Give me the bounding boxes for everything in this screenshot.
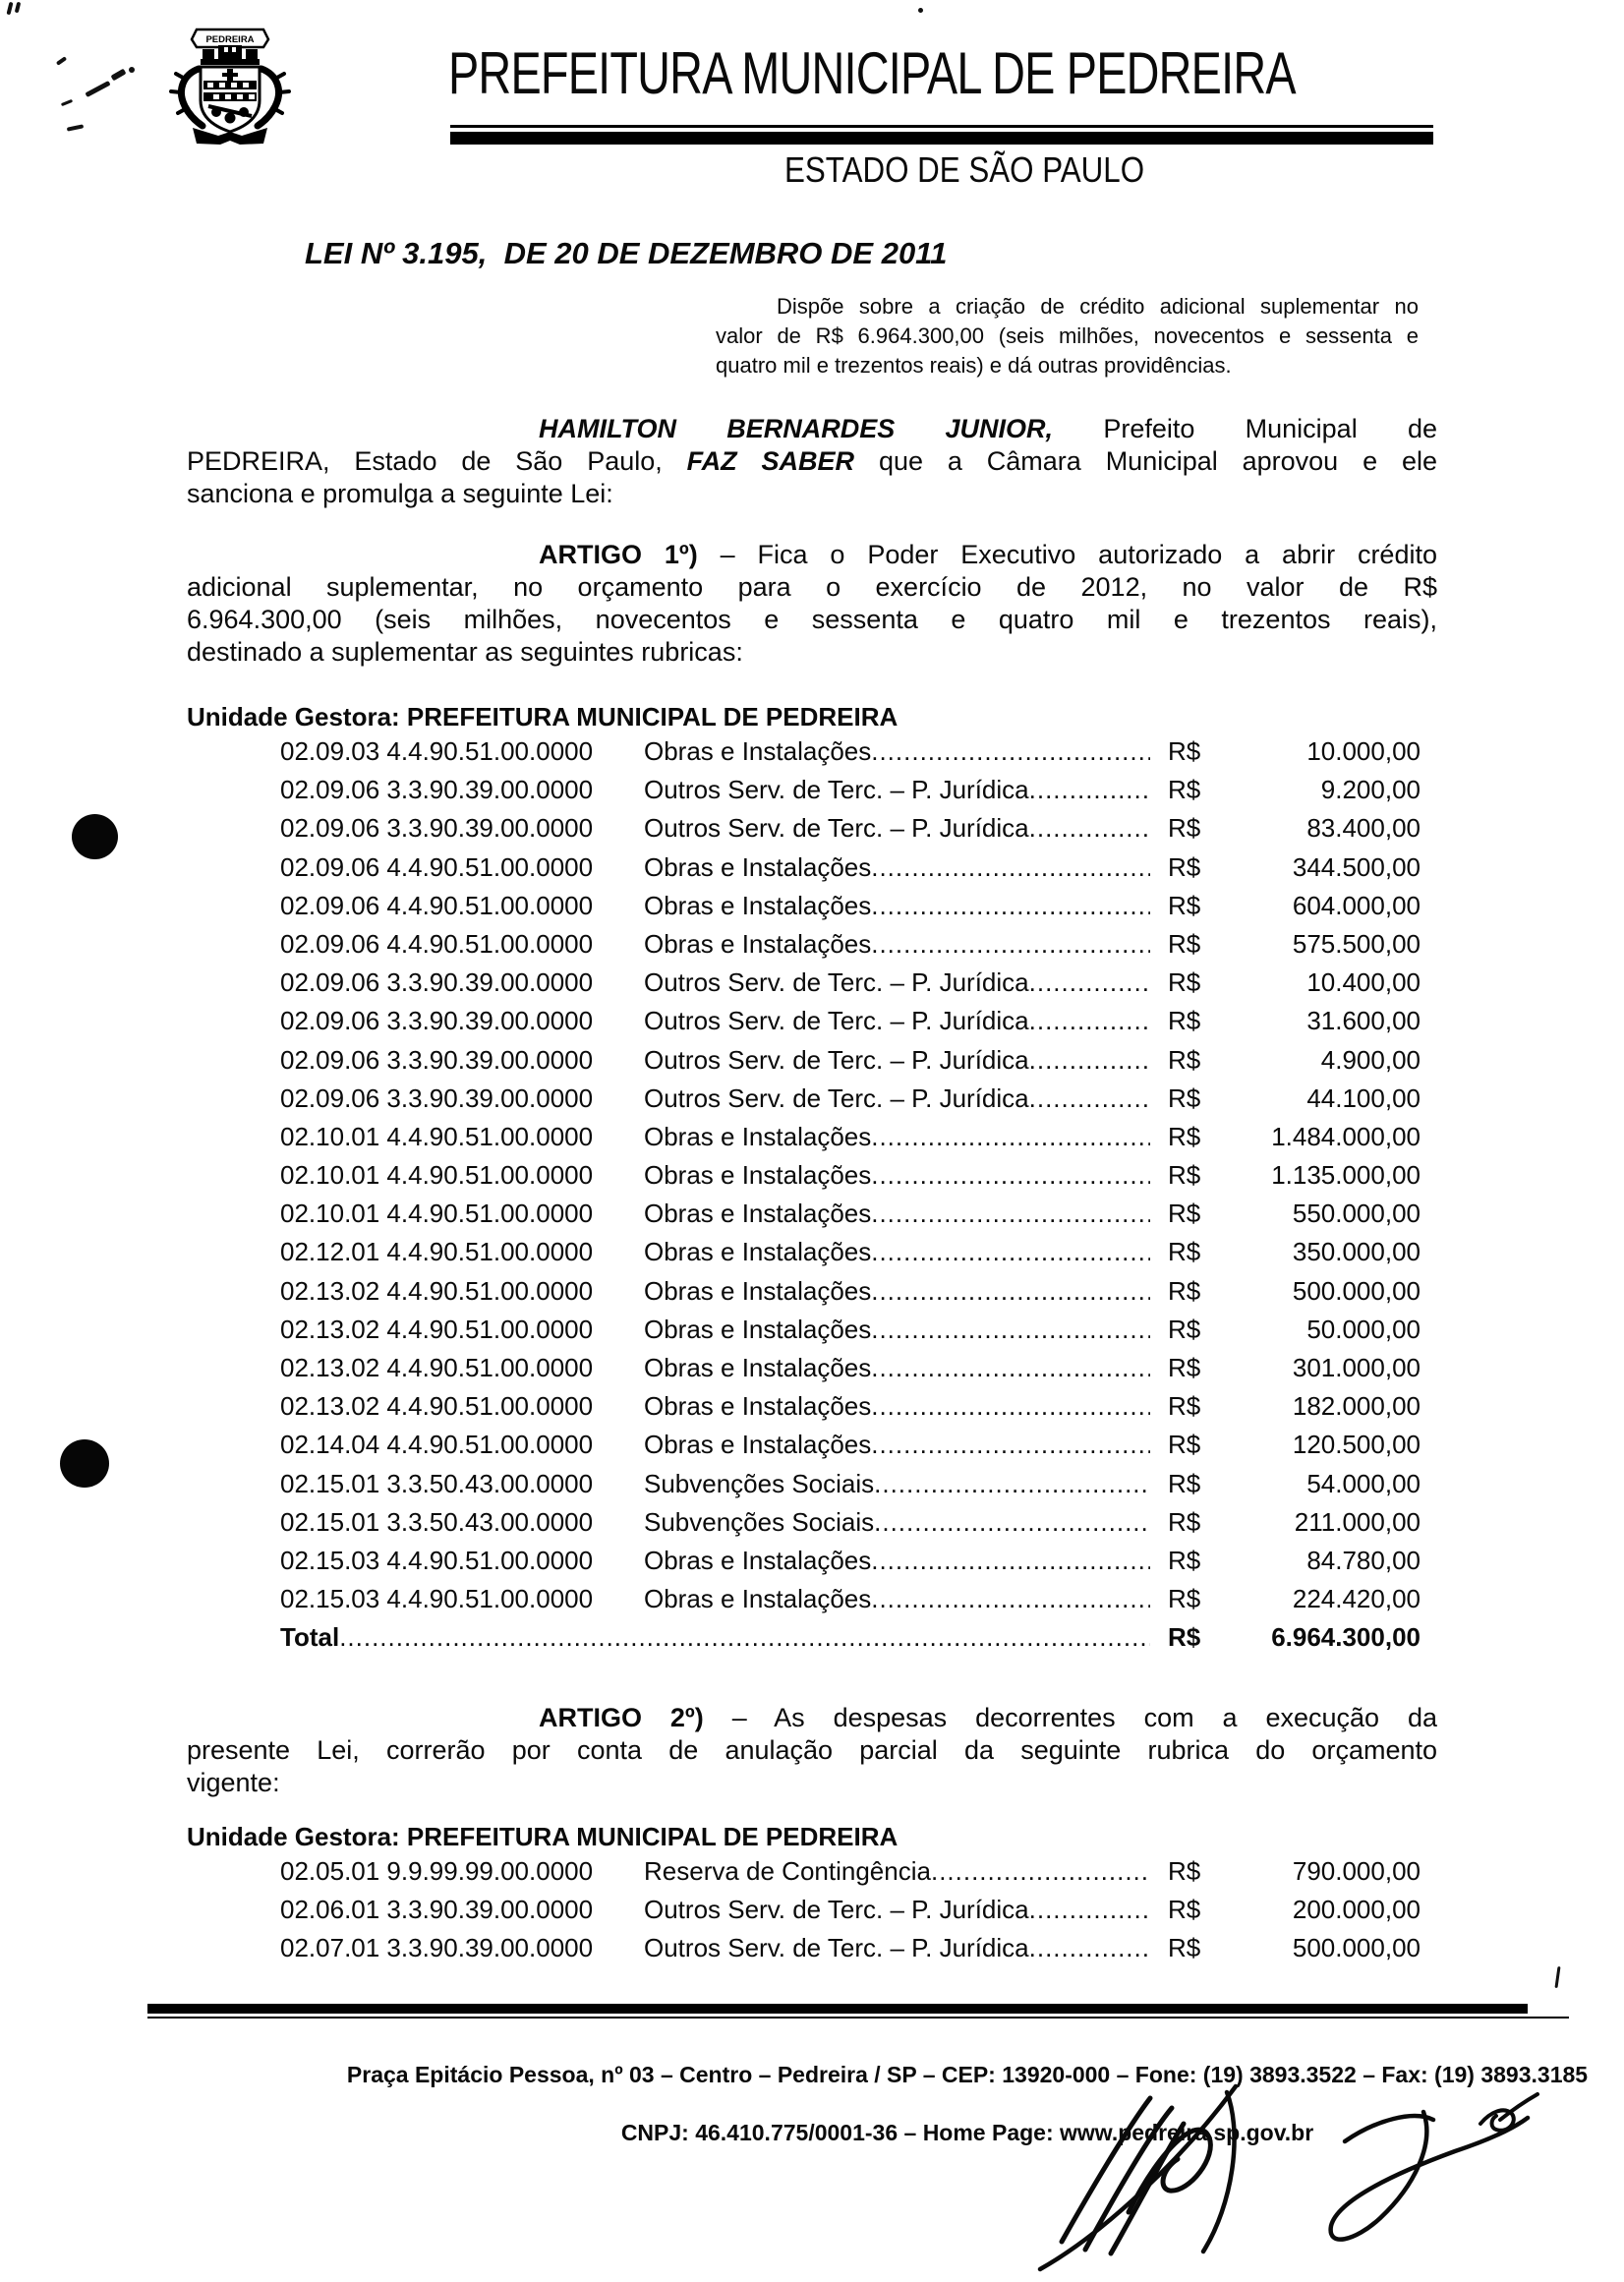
budget-code: 02.15.01 3.3.50.43.00.0000	[280, 1506, 594, 1537]
pen-mark	[85, 81, 110, 97]
coat-of-arms	[167, 26, 293, 146]
dot-leader	[871, 887, 1150, 925]
dot-leader	[871, 1311, 1150, 1349]
budget-code: 02.05.01 9.9.99.99.00.0000	[280, 1856, 594, 1886]
section-2-heading: Unidade Gestora: PREFEITURA MUNICIPAL DE PEDREIRA	[187, 1822, 899, 1851]
budget-code: 02.10.01 4.4.90.51.00.0000	[280, 1199, 594, 1229]
description-text: Obras e Instalações	[644, 890, 872, 920]
description-text: Obras e Instalações	[644, 1275, 872, 1306]
text-segment: quatro mil e trezentos reais) e dá outras providências.	[716, 353, 1232, 378]
row-value: 1.135.000,00	[1271, 1160, 1421, 1191]
pen-mark	[129, 67, 135, 73]
dot-leader	[874, 1465, 1150, 1503]
currency-label: R$	[1168, 890, 1201, 920]
dot-leader	[871, 1387, 1150, 1426]
description-text: Obras e Instalações	[644, 1160, 872, 1191]
description-text: Obras e Instalações	[644, 1353, 872, 1382]
budget-code: 02.09.06 3.3.90.39.00.0000	[280, 1082, 594, 1113]
text-segment: valor de R$ 6.964.300,00 (seis milhões, novecentos e sessenta e	[716, 323, 1419, 348]
currency-label: R$	[1168, 1430, 1201, 1460]
text-segment: ARTIGO 1º)	[539, 540, 698, 569]
description-text: Obras e Instalações	[644, 928, 872, 959]
currency-label: R$	[1168, 775, 1201, 805]
state-line: ESTADO DE SÃO PAULO	[784, 149, 1145, 190]
text-segment: Dispõe sobre a criação de crédito adicional suplementar no	[777, 294, 1419, 319]
budget-code: 02.10.01 4.4.90.51.00.0000	[280, 1160, 594, 1191]
preamble-paragraph	[187, 413, 1437, 510]
budget-code: 02.07.01 3.3.90.39.00.0000	[280, 1933, 594, 1963]
row-description	[644, 1580, 1150, 1618]
table-row	[280, 1387, 1421, 1426]
currency-label: R$	[1168, 1199, 1201, 1229]
table-row	[280, 1503, 1421, 1542]
row-value: 50.000,00	[1306, 1314, 1421, 1344]
dot-leader	[1029, 1929, 1150, 1967]
row-description	[644, 1080, 1150, 1118]
row-description	[644, 1311, 1150, 1349]
description-text: Outros Serv. de Terc. – P. Jurídica	[644, 813, 1029, 844]
dot-leader	[874, 1503, 1150, 1542]
dot-leader	[871, 925, 1150, 964]
table-row	[280, 771, 1421, 809]
currency-label: R$	[1168, 1895, 1201, 1925]
dot-leader	[871, 1195, 1150, 1233]
currency-label: R$	[1168, 1506, 1201, 1537]
total-leader	[280, 1618, 1150, 1657]
description-text: Reserva de Contingência	[644, 1856, 931, 1886]
table-row	[280, 1542, 1421, 1580]
table-row	[280, 1426, 1421, 1464]
law-summary	[716, 292, 1419, 380]
description-text: Subvenções Sociais	[644, 1468, 875, 1498]
text-segment: sanciona e promulga a seguinte Lei:	[187, 479, 613, 508]
budget-code: 02.12.01 4.4.90.51.00.0000	[280, 1237, 594, 1267]
table-row	[280, 1580, 1421, 1618]
row-description	[644, 1465, 1150, 1503]
row-value: 790.000,00	[1292, 1856, 1421, 1886]
currency-label: R$	[1168, 736, 1201, 766]
budget-code: 02.06.01 3.3.90.39.00.0000	[280, 1895, 594, 1925]
table-row	[280, 1852, 1421, 1891]
text-segment: Prefeito Municipal de	[1053, 414, 1437, 443]
description-text: Outros Serv. de Terc. – P. Jurídica	[644, 1006, 1029, 1036]
dot-leader	[1029, 1041, 1150, 1080]
currency-label: R$	[1168, 1082, 1201, 1113]
row-description	[644, 1195, 1150, 1233]
text-segment: HAMILTON BERNARDES JUNIOR,	[539, 414, 1054, 443]
budget-code: 02.09.06 4.4.90.51.00.0000	[280, 851, 594, 882]
currency-label: R$	[1168, 1121, 1201, 1151]
row-value: 10.400,00	[1306, 967, 1421, 998]
row-description	[644, 887, 1150, 925]
total-label: Total	[280, 1622, 340, 1653]
row-description	[644, 964, 1150, 1002]
dot-leader	[1029, 1080, 1150, 1118]
description-text: Outros Serv. de Terc. – P. Jurídica	[644, 967, 1029, 998]
currency-label: R$	[1168, 1933, 1201, 1963]
table-row	[280, 1156, 1421, 1195]
table-row	[280, 1272, 1421, 1311]
table-row	[280, 887, 1421, 925]
row-value: 4.900,00	[1320, 1044, 1421, 1075]
currency-label: R$	[1168, 1545, 1201, 1575]
text-segment: vigente:	[187, 1768, 280, 1797]
currency-label: R$	[1168, 1622, 1201, 1653]
table-row	[280, 1080, 1421, 1118]
row-value: 604.000,00	[1292, 890, 1421, 920]
description-text: Subvenções Sociais	[644, 1506, 875, 1537]
currency-label: R$	[1168, 1160, 1201, 1191]
currency-label: R$	[1168, 1044, 1201, 1075]
description-text: Obras e Instalações	[644, 1199, 872, 1229]
row-description	[644, 809, 1150, 848]
row-description	[644, 1387, 1150, 1426]
budget-code: 02.10.01 4.4.90.51.00.0000	[280, 1121, 594, 1151]
dot-leader	[871, 1233, 1150, 1271]
budget-code: 02.13.02 4.4.90.51.00.0000	[280, 1353, 594, 1382]
row-value: 224.420,00	[1292, 1584, 1421, 1614]
description-text: Obras e Instalações	[644, 1314, 872, 1344]
table-total-row	[280, 1618, 1421, 1657]
description-text: Outros Serv. de Terc. – P. Jurídica	[644, 1933, 1029, 1963]
budget-code: 02.13.02 4.4.90.51.00.0000	[280, 1391, 594, 1422]
row-value: 200.000,00	[1292, 1895, 1421, 1925]
budget-code: 02.14.04 4.4.90.51.00.0000	[280, 1430, 594, 1460]
budget-code: 02.13.02 4.4.90.51.00.0000	[280, 1314, 594, 1344]
row-value: 84.780,00	[1306, 1545, 1421, 1575]
row-description	[644, 848, 1150, 887]
description-text: Obras e Instalações	[644, 1121, 872, 1151]
paragraph-line	[187, 571, 1437, 604]
pen-mark	[56, 56, 67, 66]
row-value: 31.600,00	[1306, 1006, 1421, 1036]
pen-mark	[111, 69, 127, 82]
description-text: Obras e Instalações	[644, 1391, 872, 1422]
paragraph-line	[187, 445, 1437, 478]
description-text: Obras e Instalações	[644, 1430, 872, 1460]
description-text: Outros Serv. de Terc. – P. Jurídica	[644, 1082, 1029, 1113]
paragraph-line	[716, 351, 1419, 380]
paragraph-line	[187, 1767, 1437, 1799]
row-description	[644, 925, 1150, 964]
paragraph-line	[187, 413, 1437, 445]
table-row	[280, 1891, 1421, 1929]
table-row	[280, 732, 1421, 771]
dot-leader	[871, 1118, 1150, 1156]
org-name: PREFEITURA MUNICIPAL DE PEDREIRA	[448, 40, 1296, 106]
table-row	[280, 1041, 1421, 1080]
row-description	[644, 1156, 1150, 1195]
pen-mark	[67, 124, 84, 131]
row-description	[644, 1929, 1150, 1967]
currency-label: R$	[1168, 851, 1201, 882]
table-row	[280, 1349, 1421, 1387]
paragraph-line	[716, 292, 1419, 322]
row-description	[644, 1542, 1150, 1580]
dot-leader	[871, 1349, 1150, 1387]
paragraph-line	[187, 539, 1437, 571]
dot-leader	[871, 1272, 1150, 1311]
row-value: 120.500,00	[1292, 1430, 1421, 1460]
text-segment: ARTIGO 2º)	[539, 1703, 704, 1732]
table-row	[280, 1311, 1421, 1349]
row-value: 344.500,00	[1292, 851, 1421, 882]
budget-code: 02.13.02 4.4.90.51.00.0000	[280, 1275, 594, 1306]
paragraph-line	[187, 1702, 1437, 1734]
table-row	[280, 964, 1421, 1002]
footer-rule-thick	[147, 2004, 1528, 2014]
pen-mark	[15, 2, 22, 14]
description-text: Obras e Instalações	[644, 736, 872, 766]
row-value: 44.100,00	[1306, 1082, 1421, 1113]
description-text: Outros Serv. de Terc. – P. Jurídica	[644, 1044, 1029, 1075]
budget-code: 02.09.06 3.3.90.39.00.0000	[280, 1044, 594, 1075]
row-description	[644, 1002, 1150, 1040]
paragraph-line	[187, 636, 1437, 669]
article-1-paragraph	[187, 539, 1437, 669]
budget-code: 02.09.06 3.3.90.39.00.0000	[280, 1006, 594, 1036]
dot-leader	[1029, 809, 1150, 848]
law-title: LEI Nº 3.195, DE 20 DE DEZEMBRO DE 2011	[305, 236, 948, 270]
table-row	[280, 1465, 1421, 1503]
description-text: Obras e Instalações	[644, 851, 872, 882]
row-value: 83.400,00	[1306, 813, 1421, 844]
table-row	[280, 1233, 1421, 1271]
row-value: 182.000,00	[1292, 1391, 1421, 1422]
paragraph-line	[187, 1734, 1437, 1767]
row-description	[644, 1272, 1150, 1311]
currency-label: R$	[1168, 1006, 1201, 1036]
description-text: Obras e Instalações	[644, 1584, 872, 1614]
dot-leader	[871, 848, 1150, 887]
dot-leader	[1029, 771, 1150, 809]
budget-code: 02.15.03 4.4.90.51.00.0000	[280, 1584, 594, 1614]
budget-code: 02.15.03 4.4.90.51.00.0000	[280, 1545, 594, 1575]
text-segment: 6.964.300,00 (seis milhões, novecentos e sessenta e quatro mil e trezentos reais),	[187, 605, 1437, 634]
row-description	[644, 732, 1150, 771]
row-value: 575.500,00	[1292, 928, 1421, 959]
text-segment: – Fica o Poder Executivo autorizado a abrir crédito	[697, 540, 1437, 569]
dot-leader	[1029, 964, 1150, 1002]
table-row	[280, 1002, 1421, 1040]
text-segment: adicional suplementar, no orçamento para o exercício de 2012, no valor de R$	[187, 572, 1437, 602]
budget-code: 02.15.01 3.3.50.43.00.0000	[280, 1468, 594, 1498]
row-value: 1.484.000,00	[1271, 1121, 1421, 1151]
currency-label: R$	[1168, 1391, 1201, 1422]
pen-mark	[918, 8, 923, 13]
pen-mark	[1554, 1966, 1560, 1988]
currency-label: R$	[1168, 967, 1201, 998]
budget-code: 02.09.06 4.4.90.51.00.0000	[280, 928, 594, 959]
row-description	[644, 771, 1150, 809]
table-row	[280, 848, 1421, 887]
row-description	[644, 1349, 1150, 1387]
article-2-paragraph	[187, 1702, 1437, 1799]
paragraph-line	[716, 322, 1419, 351]
section-1-heading: Unidade Gestora: PREFEITURA MUNICIPAL DE PEDREIRA	[187, 702, 899, 731]
text-segment: destinado a suplementar as seguintes rubricas:	[187, 637, 743, 667]
dot-leader	[931, 1852, 1150, 1891]
footer-cnpj: CNPJ: 46.410.775/0001-36 – Home Page: www.pedreira.sp.gov.br	[620, 2120, 1314, 2145]
budget-code: 02.09.06 4.4.90.51.00.0000	[280, 890, 594, 920]
budget-code: 02.09.06 3.3.90.39.00.0000	[280, 967, 594, 998]
pen-mark	[61, 99, 73, 106]
currency-label: R$	[1168, 1468, 1201, 1498]
budget-code: 02.09.06 3.3.90.39.00.0000	[280, 775, 594, 805]
currency-label: R$	[1168, 1353, 1201, 1382]
dot-leader	[1029, 1891, 1150, 1929]
row-value: 211.000,00	[1294, 1506, 1421, 1537]
table-row	[280, 1195, 1421, 1233]
pen-mark	[6, 2, 13, 16]
row-description	[644, 1852, 1150, 1891]
budget-code: 02.09.03 4.4.90.51.00.0000	[280, 736, 594, 766]
header-rule-thin	[450, 125, 1433, 128]
currency-label: R$	[1168, 1856, 1201, 1886]
currency-label: R$	[1168, 813, 1201, 844]
currency-label: R$	[1168, 1275, 1201, 1306]
row-value: 500.000,00	[1292, 1275, 1421, 1306]
crest-banner-text: PEDREIRA	[205, 34, 255, 45]
row-description	[644, 1891, 1150, 1929]
dot-leader	[871, 1580, 1150, 1618]
text-segment: PEDREIRA, Estado de São Paulo,	[187, 446, 687, 476]
row-description	[644, 1503, 1150, 1542]
row-description	[644, 1233, 1150, 1271]
currency-label: R$	[1168, 928, 1201, 959]
text-segment: – As despesas decorrentes com a execução da	[703, 1703, 1437, 1732]
budget-table-1	[280, 732, 1421, 1658]
dot-leader	[1029, 1002, 1150, 1040]
text-segment: FAZ SABER	[686, 446, 855, 476]
table-row	[280, 1118, 1421, 1156]
signature-right	[1307, 2090, 1543, 2272]
footer-rule-thin	[147, 2017, 1569, 2019]
row-value: 350.000,00	[1292, 1237, 1421, 1267]
description-text: Obras e Instalações	[644, 1545, 872, 1575]
budget-table-2	[280, 1852, 1421, 1968]
footer-address: Praça Epitácio Pessoa, nº 03 – Centro – Pedreira / SP – CEP: 13920-000 – Fone: (19) 3893.3522 – Fax: (19) 3893.3185	[346, 2062, 1589, 2087]
row-value: 54.000,00	[1306, 1468, 1421, 1498]
row-description	[644, 1426, 1150, 1464]
text-segment: presente Lei, correrão por conta de anulação parcial da seguinte rubrica do orçamento	[187, 1735, 1437, 1765]
signature-left	[1034, 2086, 1309, 2282]
description-text: Outros Serv. de Terc. – P. Jurídica	[644, 1895, 1029, 1925]
dot-leader	[871, 1156, 1150, 1195]
table-row	[280, 809, 1421, 848]
row-value: 500.000,00	[1292, 1933, 1421, 1963]
dot-leader	[871, 1426, 1150, 1464]
currency-label: R$	[1168, 1584, 1201, 1614]
text-segment: que a Câmara Municipal aprovou e ele	[854, 446, 1438, 476]
dot-leader	[871, 732, 1150, 771]
row-description	[644, 1041, 1150, 1080]
dot-leader	[871, 1542, 1150, 1580]
budget-code: 02.09.06 3.3.90.39.00.0000	[280, 813, 594, 844]
currency-label: R$	[1168, 1314, 1201, 1344]
row-value: 301.000,00	[1292, 1353, 1421, 1382]
total-value: 6.964.300,00	[1271, 1622, 1421, 1653]
currency-label: R$	[1168, 1237, 1201, 1267]
header-rule-thick	[450, 132, 1433, 145]
row-value: 10.000,00	[1306, 736, 1421, 766]
hole-punch	[60, 1439, 109, 1488]
paragraph-line	[187, 478, 1437, 510]
row-value: 550.000,00	[1292, 1199, 1421, 1229]
description-text: Outros Serv. de Terc. – P. Jurídica	[644, 775, 1029, 805]
dot-leader	[339, 1618, 1150, 1657]
table-row	[280, 1929, 1421, 1967]
description-text: Obras e Instalações	[644, 1237, 872, 1267]
row-description	[644, 1118, 1150, 1156]
row-value: 9.200,00	[1320, 775, 1421, 805]
table-row	[280, 925, 1421, 964]
paragraph-line	[187, 604, 1437, 636]
hole-punch	[72, 814, 118, 859]
